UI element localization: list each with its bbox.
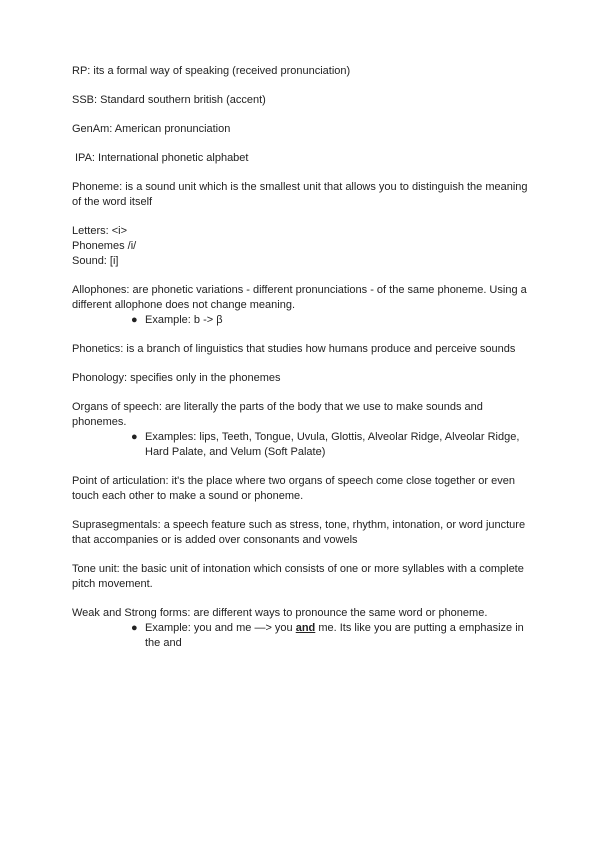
phonemes-line: Phonemes /i/	[72, 240, 137, 252]
allophones-definition: Allophones: are phonetic variations - different pronunciations - of the same phoneme. Using a different allophone does not change meaning.	[72, 284, 527, 311]
allophones-example	[72, 313, 532, 328]
weak-strong-definition: Weak and Strong forms: are different ways to pronounce the same word or phoneme.	[72, 607, 488, 619]
tone-unit-definition: Tone unit: the basic unit of intonation which consists of one or more syllables with a complete pitch movement.	[72, 563, 524, 590]
bullet-icon: ●	[131, 622, 138, 634]
organs-section	[72, 400, 532, 460]
organs-example-text: Examples: lips, Teeth, Tongue, Uvula, Glottis, Alveolar Ridge, Alveolar Ridge, Hard Palate, and Velum (Soft Palate)	[145, 431, 520, 458]
bullet-icon: ●	[131, 314, 138, 326]
phoneme-examples	[72, 224, 532, 269]
weak-example-emphasis: and	[295, 622, 316, 634]
sound-line: Sound: [i]	[72, 255, 119, 267]
genam-line: GenAm: American pronunciation	[72, 123, 231, 135]
ipa-line: IPA: International phonetic alphabet	[75, 152, 249, 164]
organs-definition: Organs of speech: are literally the parts of the body that we use to make sounds and phonemes.	[72, 401, 483, 428]
point-of-articulation-definition: Point of articulation: it's the place where two organs of speech come close together or even touch each other to make a sound or phoneme.	[72, 475, 515, 502]
phonetics-definition: Phonetics: is a branch of linguistics that studies how humans produce and perceive sounds	[72, 343, 516, 355]
weak-strong-example	[72, 621, 532, 651]
weak-example-post: me. Its like you are putting a emphasize in the and	[145, 622, 524, 649]
rp-line: RP: its a formal way of speaking (received pronunciation)	[72, 65, 351, 77]
suprasegmentals-definition: Suprasegmentals: a speech feature such as stress, tone, rhythm, intonation, or word juncture that accompanies or is added over consonants and vowels	[72, 519, 526, 546]
weak-example-pre: Example: you and me —> you	[145, 622, 296, 634]
letters-line: Letters: <i>	[72, 225, 128, 237]
allophones-example-text: Example: b -> β	[145, 314, 223, 326]
phoneme-definition: Phoneme: is a sound unit which is the smallest unit that allows you to distinguish the meaning of the word itself	[72, 181, 528, 208]
organs-example	[72, 430, 532, 460]
phonology-definition: Phonology: specifies only in the phonemes	[72, 372, 281, 384]
document-body	[72, 64, 532, 665]
allophones-section	[72, 283, 532, 328]
bullet-icon: ●	[131, 431, 138, 443]
weak-strong-section	[72, 606, 532, 651]
ssb-line: SSB: Standard southern british (accent)	[72, 94, 266, 106]
